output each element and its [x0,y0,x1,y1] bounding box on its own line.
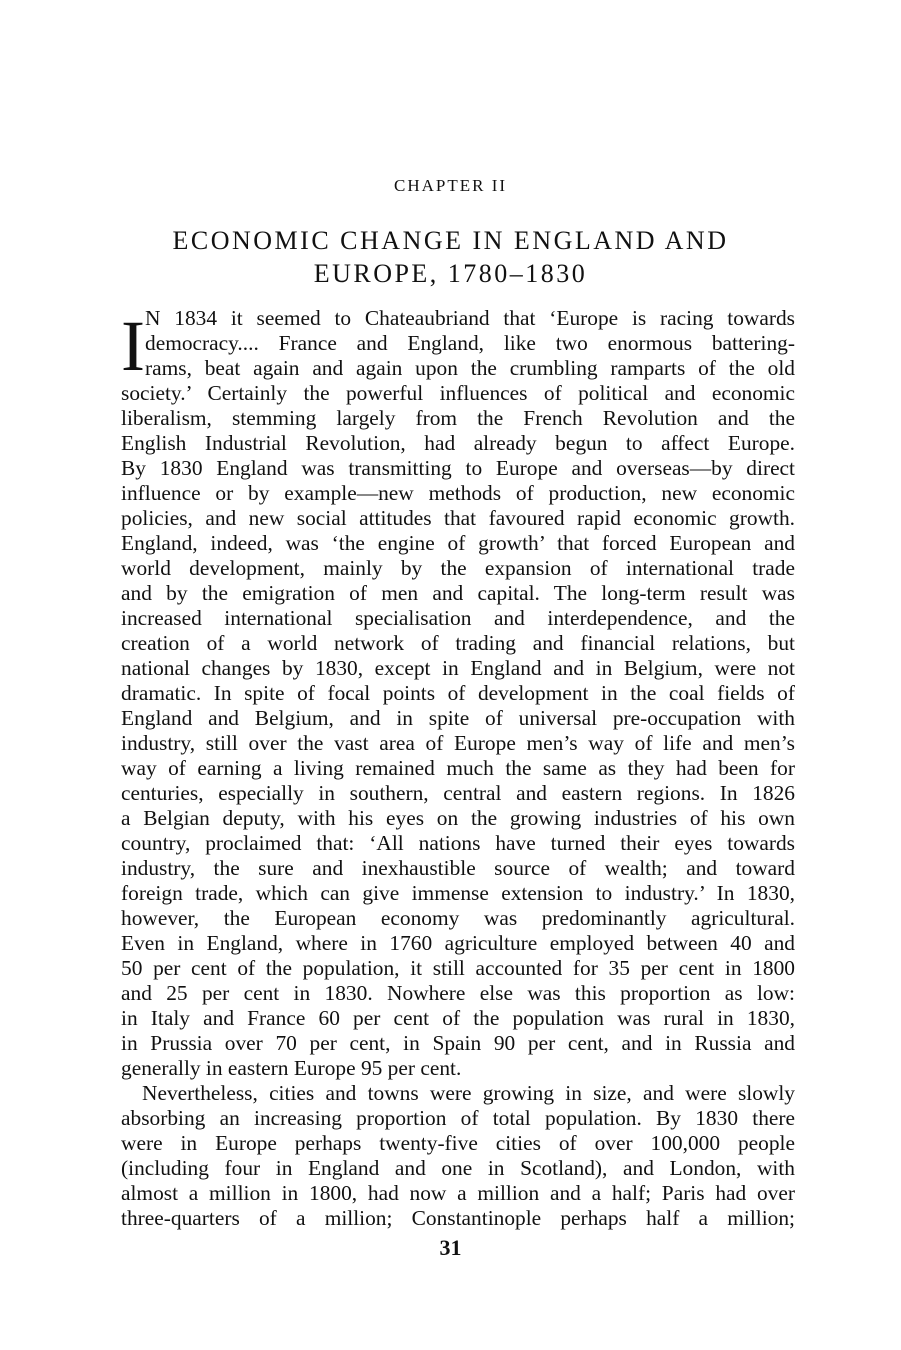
text-line: By 1830 England was transmitting to Europe and overseas—by direct [121,456,795,480]
text-line: foreign trade, which can give immense extension to industry.’ In 1830, [121,881,795,905]
text-line: N 1834 it seemed to Chateaubriand that ‘Europe is racing towards [145,306,795,330]
text-line: industry, still over the vast area of Europe men’s way of life and men’s [121,731,795,755]
chapter-title-line-2: EUROPE, 1780–1830 [313,259,588,288]
chapter-label: CHAPTER II [393,176,508,195]
text-line: dramatic. In spite of focal points of development in the coal fields of [121,681,795,705]
text-line: influence or by example—new methods of production, new economic [121,481,795,505]
text-line: and 25 per cent in 1830. Nowhere else was this proportion as low: [121,981,795,1005]
text-line: in Prussia over 70 per cent, in Spain 90 per cent, and in Russia and [121,1031,795,1055]
text-line: however, the European economy was predominantly agricultural. [121,906,795,930]
text-line: 50 per cent of the population, it still accounted for 35 per cent in 1800 [121,956,795,980]
chapter-title [60,224,841,290]
text-line: increased international specialisation and interdependence, and the [121,606,795,630]
text-line: three-quarters of a million; Constantinople perhaps half a million; [121,1206,795,1230]
text-line: a Belgian deputy, with his eyes on the growing industries of his own [121,806,795,830]
page-number: 31 [439,1235,462,1260]
text-line: liberalism, stemming largely from the French Revolution and the [121,406,795,430]
text-line: industry, the sure and inexhaustible source of wealth; and toward [121,856,795,880]
text-line: society.’ Certainly the powerful influences of political and economic [121,381,795,405]
text-line: creation of a world network of trading and financial relations, but [121,631,795,655]
text-line: world development, mainly by the expansion of international trade [121,556,795,580]
text-line: England and Belgium, and in spite of universal pre-occupation with [121,706,795,730]
text-line: national changes by 1830, except in England and in Belgium, were not [121,656,795,680]
text-line: policies, and new social attitudes that favoured rapid economic growth. [121,506,795,530]
text-line: almost a million in 1800, had now a million and a half; Paris had over [121,1181,795,1205]
text-line: country, proclaimed that: ‘All nations have turned their eyes towards [121,831,795,855]
text-line: Nevertheless, cities and towns were growing in size, and were slowly [142,1081,795,1105]
text-line: democracy.... France and England, like two enormous battering- [145,331,795,355]
chapter-title-line-1: ECONOMIC CHANGE IN ENGLAND AND [172,226,729,255]
text-line: and by the emigration of men and capital. The long-term result was [121,581,795,605]
text-line: in Italy and France 60 per cent of the population was rural in 1830, [121,1006,795,1030]
text-line: generally in eastern Europe 95 per cent. [121,1056,462,1080]
text-line: were in Europe perhaps twenty-five cities of over 100,000 people [121,1131,795,1155]
text-line: Even in England, where in 1760 agriculture employed between 40 and [121,931,795,955]
text-line: centuries, especially in southern, central and eastern regions. In 1826 [121,781,795,805]
text-line: England, indeed, was ‘the engine of growth’ that forced European and [121,531,795,555]
drop-cap: I [121,306,145,386]
text-line: absorbing an increasing proportion of total population. By 1830 there [121,1106,795,1130]
text-line: English Industrial Revolution, had already begun to affect Europe. [121,431,795,455]
text-line: way of earning a living remained much the same as they had been for [121,756,795,780]
body-text [121,306,795,1231]
text-line: rams, beat again and again upon the crumbling ramparts of the old [145,356,795,380]
text-line: (including four in England and one in Scotland), and London, with [121,1156,795,1180]
